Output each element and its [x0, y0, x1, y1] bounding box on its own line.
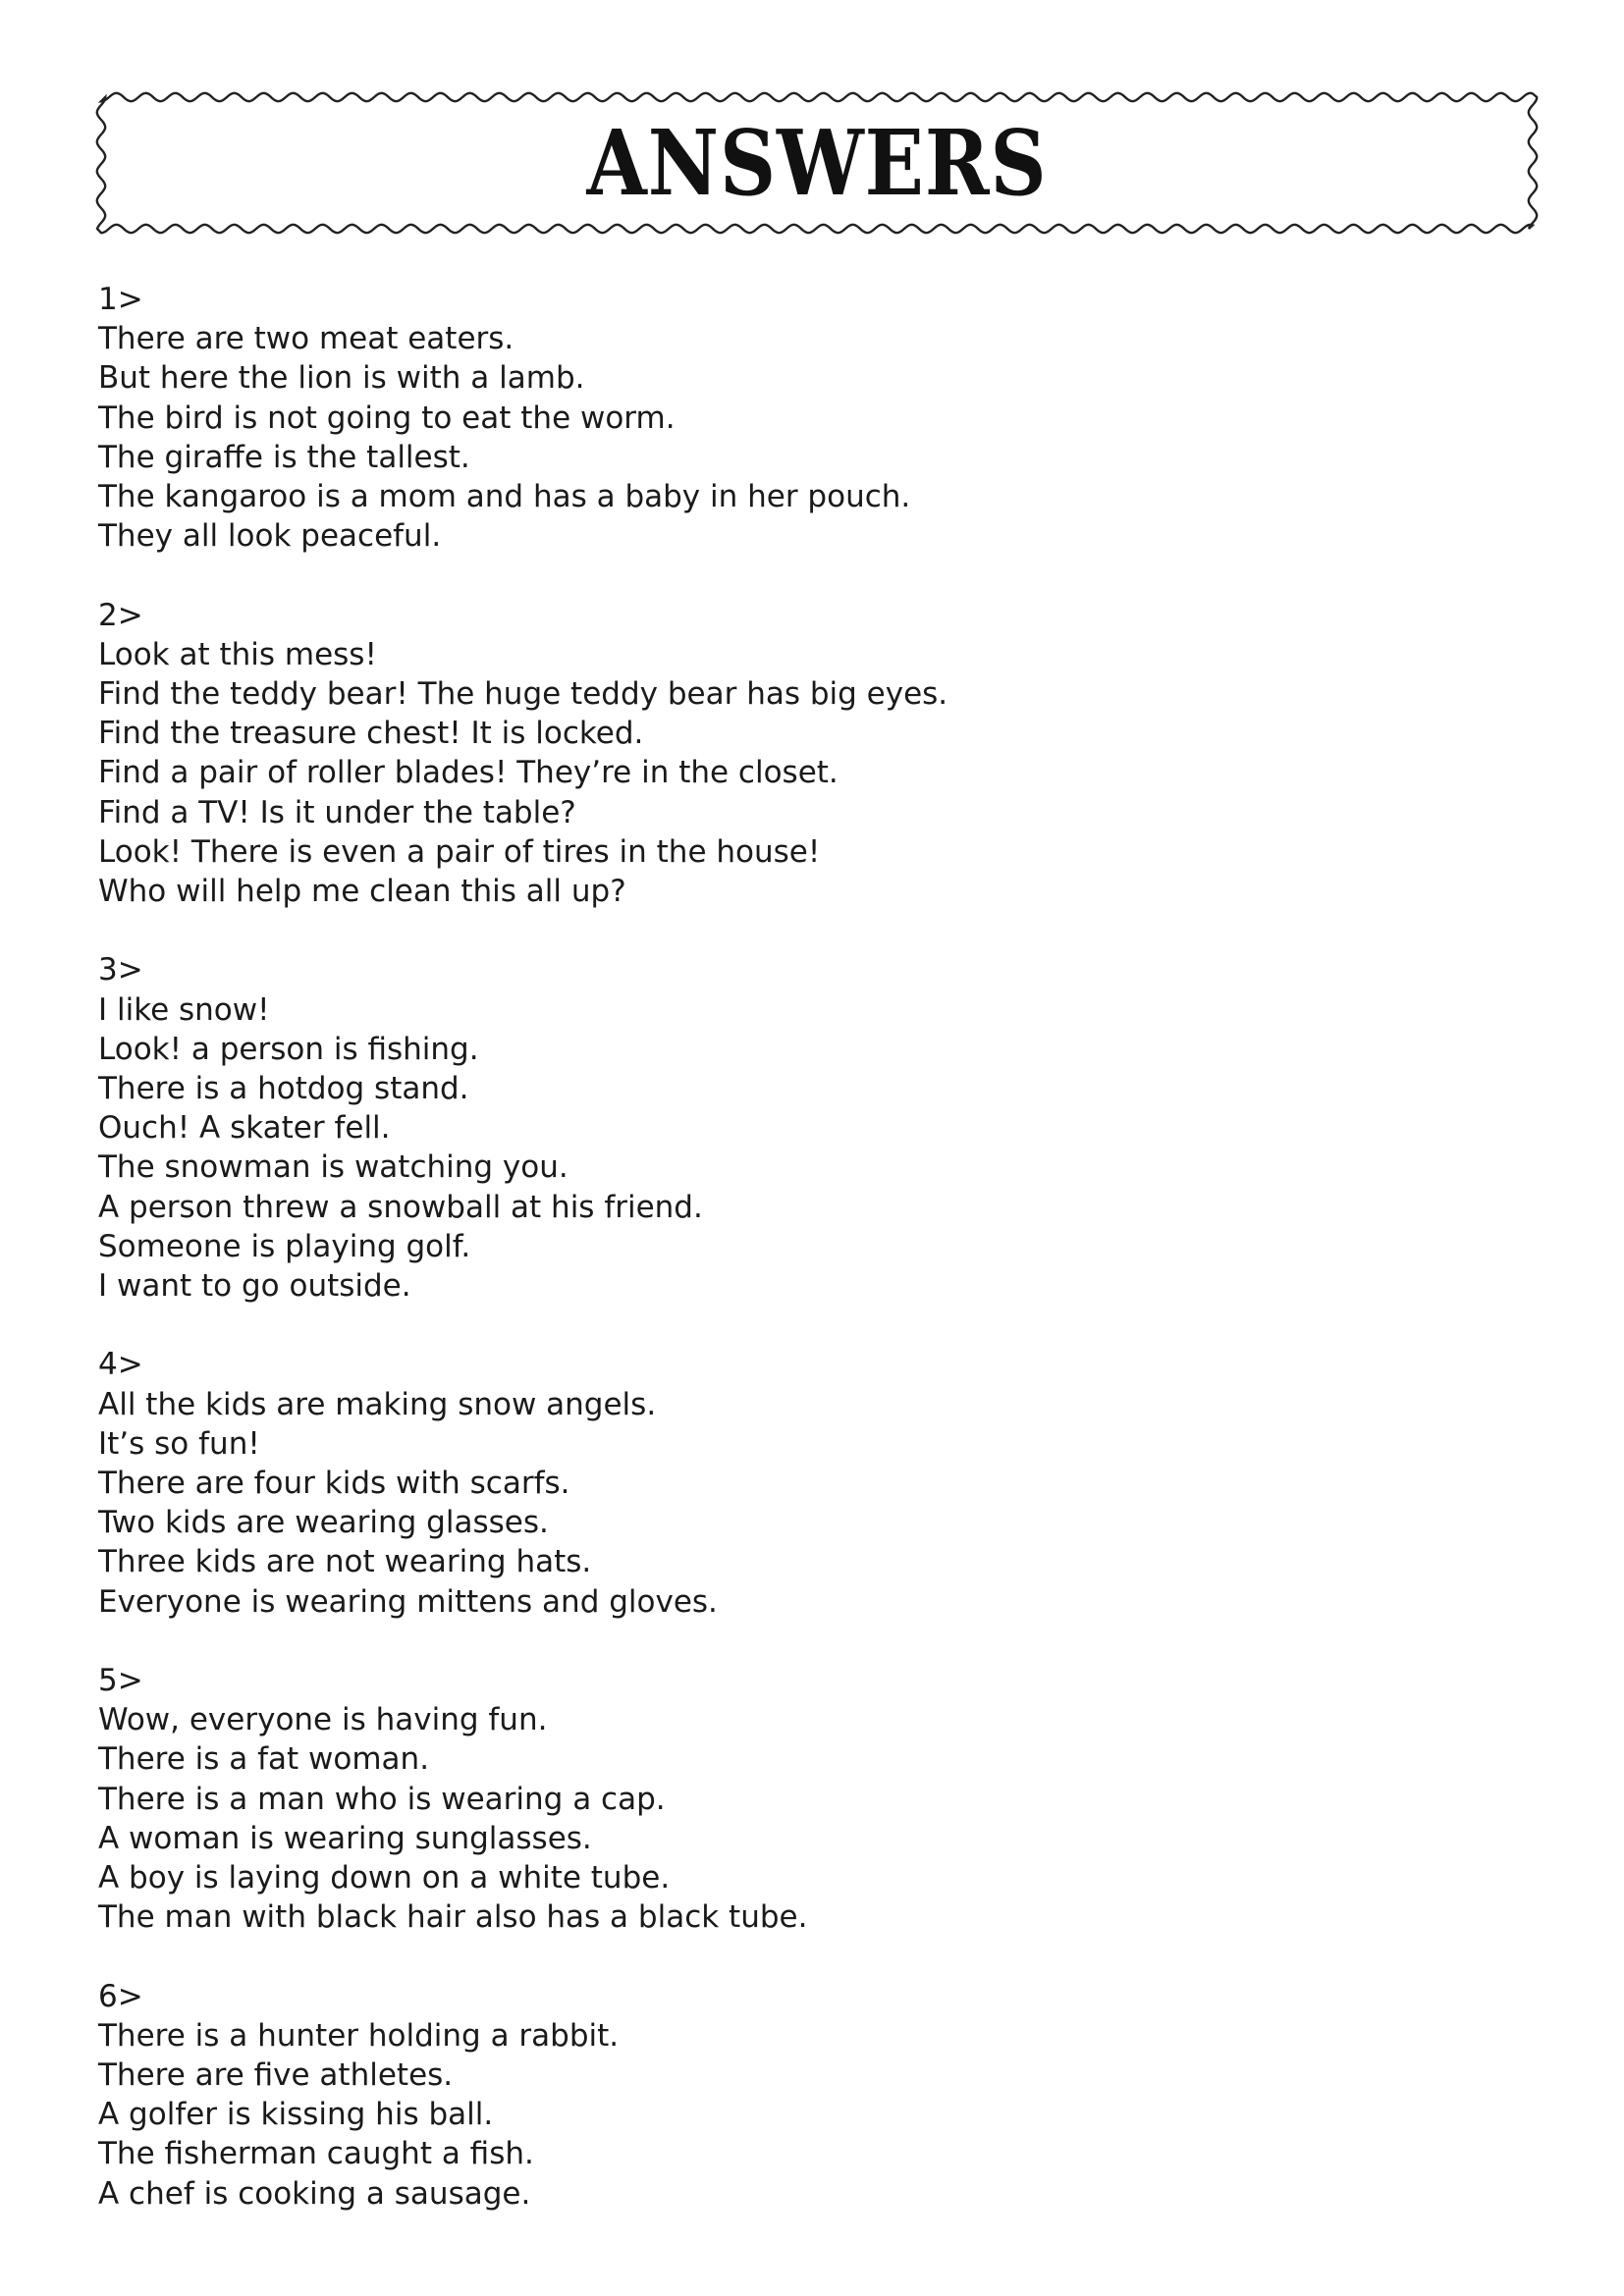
- answer-line: The kangaroo is a mom and has a baby in her pouch.: [98, 479, 911, 515]
- answer-line: Find a TV! Is it under the table?: [98, 794, 576, 830]
- answer-line: The bird is not going to eat the worm.: [98, 400, 676, 436]
- answer-line: There is a hotdog stand.: [98, 1071, 469, 1107]
- answer-line: A woman is wearing sunglasses.: [98, 1820, 592, 1856]
- answer-section: [98, 280, 1473, 556]
- answer-line: A chef is cooking a sausage.: [98, 2175, 531, 2212]
- answer-line: A person threw a snowball at his friend.: [98, 1189, 703, 1225]
- answer-line: Find the treasure chest! It is locked.: [98, 716, 644, 752]
- answer-line: There are five athletes.: [98, 2057, 454, 2094]
- answer-line: Ouch! A skater fell.: [98, 1110, 391, 1147]
- section-number: 4>: [98, 1347, 143, 1383]
- answer-line: There is a hunter holding a rabbit.: [98, 2017, 620, 2054]
- section-number: 1>: [98, 282, 143, 317]
- answer-line: The fisherman caught a fish.: [98, 2136, 534, 2172]
- answer-line: All the kids are making snow angels.: [98, 1386, 657, 1422]
- answer-line: There are two meat eaters.: [98, 321, 514, 357]
- answer-line: Look at this mess!: [98, 636, 377, 672]
- answer-line: The giraffe is the tallest.: [98, 439, 470, 475]
- answer-line: Who will help me clean this all up?: [98, 874, 626, 910]
- answer-line: It’s so fun!: [98, 1425, 260, 1462]
- answer-line: But here the lion is with a lamb.: [98, 360, 585, 397]
- answer-line: I like snow!: [98, 991, 270, 1028]
- answer-line: Wow, everyone is having fun.: [98, 1702, 548, 1738]
- answer-line: A boy is laying down on a white tube.: [98, 1860, 671, 1896]
- answer-line: Two kids are wearing glasses.: [98, 1505, 549, 1541]
- title-banner: [94, 90, 1540, 236]
- answer-line: The snowman is watching you.: [98, 1149, 568, 1186]
- section-number: 5>: [98, 1663, 143, 1699]
- answer-line: Someone is playing golf.: [98, 1228, 471, 1264]
- answers-body: [98, 280, 1473, 2253]
- answer-line: There are four kids with scarfs.: [98, 1466, 570, 1502]
- answer-line: Three kids are not wearing hats.: [98, 1544, 592, 1580]
- answer-section: [98, 1977, 1473, 2214]
- answer-section: [98, 596, 1473, 912]
- answer-line: I want to go outside.: [98, 1268, 411, 1305]
- answer-line: The man with black hair also has a black tube.: [98, 1899, 808, 1936]
- section-number: 3>: [98, 952, 143, 988]
- answer-section: [98, 1345, 1473, 1621]
- answer-section: [98, 1661, 1473, 1937]
- answer-line: Look! a person is fishing.: [98, 1031, 479, 1067]
- section-number: 6>: [98, 1978, 143, 2014]
- answer-line: Find a pair of roller blades! They’re in the closet.: [98, 755, 839, 791]
- page-title: ANSWERS: [586, 110, 1048, 216]
- answer-line: Find the teddy bear! The huge teddy bear has big eyes.: [98, 676, 948, 713]
- answer-line: Everyone is wearing mittens and gloves.: [98, 1583, 718, 1620]
- answer-line: They all look peaceful.: [98, 518, 442, 555]
- answer-line: A golfer is kissing his ball.: [98, 2097, 494, 2133]
- answer-line: There is a fat woman.: [98, 1741, 430, 1778]
- answer-line: There is a man who is wearing a cap.: [98, 1781, 666, 1817]
- answer-line: Look! There is even a pair of tires in the house!: [98, 833, 821, 870]
- answer-section: [98, 950, 1473, 1306]
- section-number: 2>: [98, 597, 143, 633]
